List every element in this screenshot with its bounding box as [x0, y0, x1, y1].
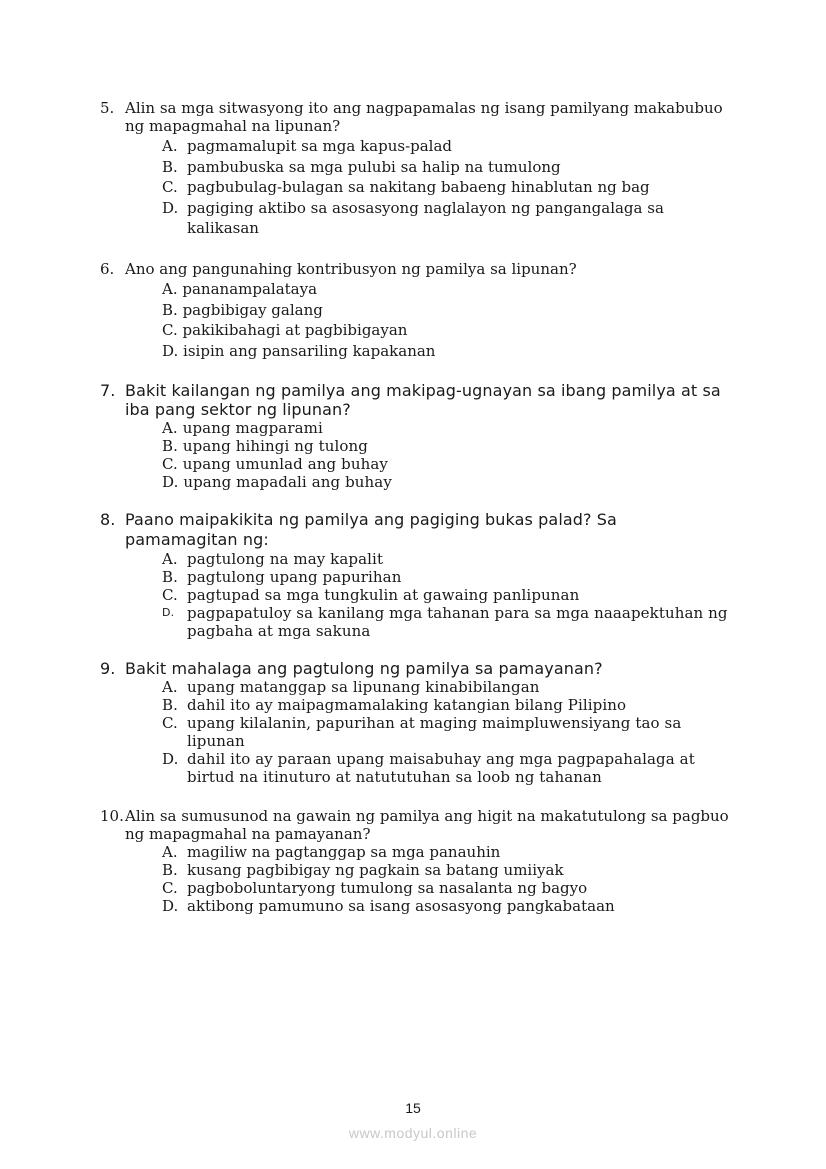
option-c [162, 177, 730, 198]
question-8-options [162, 550, 730, 640]
option-letter: A. [162, 137, 178, 155]
option-text: pananampalataya [182, 280, 318, 298]
option-a [162, 550, 730, 568]
question-6-stem [100, 260, 730, 278]
question-8-stem [100, 510, 730, 550]
option-text: pagiging aktibo sa asosasyong naglalayon ng pangangalaga sa kalikasan [187, 198, 664, 237]
option-text: pambubuska sa mga pulubi sa halip na tumulong [187, 157, 561, 176]
watermark: www.modyul.online [348, 1125, 478, 1141]
option-c [162, 455, 730, 473]
option-text: pakikibahagi at pagbibigayan [182, 321, 408, 339]
option-letter: B. [162, 696, 178, 714]
question-10 [100, 807, 730, 915]
option-d [162, 341, 730, 362]
option-c [162, 320, 730, 341]
option-d [162, 750, 730, 786]
option-b [162, 437, 730, 455]
option-text: pagboboluntaryong tumulong sa nasalanta ng bagyo [187, 879, 588, 897]
option-letter: B. [162, 568, 178, 586]
option-letter: A. [162, 843, 178, 861]
option-letter: D. [162, 473, 179, 491]
option-text: pagtulong upang papurihan [187, 568, 402, 586]
option-text: upang mapadali ang buhay [183, 473, 392, 491]
option-letter: D. [162, 897, 179, 915]
option-letter: C. [162, 586, 178, 604]
option-b [162, 157, 730, 178]
question-6 [100, 260, 730, 361]
option-b [162, 696, 730, 714]
option-c [162, 879, 730, 897]
question-5-stem [100, 99, 730, 135]
option-text: pagbibigay galang [182, 300, 323, 319]
question-7-options [162, 419, 730, 491]
question-number: 10. [100, 807, 124, 825]
option-text: dahil ito ay maipagmamalaking katangian bilang Pilipino [187, 696, 627, 714]
option-letter: D. [162, 606, 175, 619]
option-a [162, 843, 730, 861]
question-text: Alin sa mga sitwasyong ito ang nagpapamalas ng isang pamilyang makabubuo ng mapagmahal na lipunan? [125, 99, 723, 135]
question-number: 9. [100, 659, 116, 678]
option-text: pagpapatuloy sa kanilang mga tahanan para sa mga naaapektuhan ng pagbaha at mga sakuna [187, 604, 728, 640]
option-text: upang kilalanin, papurihan at maging maimpluwensiyang tao sa lipunan [187, 714, 682, 750]
option-b [162, 300, 730, 321]
option-text: upang umunlad ang buhay [182, 455, 388, 473]
option-letter: D. [162, 341, 179, 360]
option-letter: B. [162, 300, 178, 319]
option-letter: C. [162, 714, 178, 732]
option-c [162, 714, 730, 750]
question-text: Paano maipakikita ng pamilya ang pagiging bukas palad? Sa pamamagitan ng: [125, 510, 617, 549]
option-d [162, 897, 730, 915]
option-a [162, 279, 730, 300]
question-number: 5. [100, 99, 115, 117]
option-text: upang matanggap sa lipunang kinabibilangan [187, 678, 540, 696]
option-b [162, 861, 730, 879]
question-text: Ano ang pangunahing kontribusyon ng pamilya sa lipunan? [125, 260, 577, 278]
option-text: upang magparami [182, 419, 323, 437]
question-text: Bakit kailangan ng pamilya ang makipag-ugnayan sa ibang pamilya at sa iba pang sektor ng lipunan? [125, 381, 721, 419]
question-9 [100, 659, 730, 786]
option-text: isipin ang pansariling kapakanan [183, 341, 436, 360]
option-text: pagmamalupit sa mga kapus-palad [187, 137, 453, 155]
option-b [162, 568, 730, 586]
option-letter: A. [162, 280, 178, 298]
option-a [162, 136, 730, 157]
question-number: 6. [100, 260, 115, 278]
option-letter: A. [162, 550, 178, 568]
question-8 [100, 510, 730, 640]
question-5 [100, 99, 730, 239]
option-letter: A. [162, 678, 178, 696]
question-number: 8. [100, 510, 116, 529]
option-c [162, 586, 730, 604]
option-letter: C. [162, 178, 178, 196]
option-text: kusang pagbibigay ng pagkain sa batang umiiyak [187, 861, 564, 879]
option-text: dahil ito ay paraan upang maisabuhay ang mga pagpapahalaga at birtud na itinuturo at natututuhan sa loob ng tahanan [187, 750, 695, 786]
question-text: Bakit mahalaga ang pagtulong ng pamilya sa pamayanan? [125, 659, 603, 678]
option-text: aktibong pamumuno sa isang asosasyong pangkabataan [187, 897, 615, 915]
question-5-options [162, 136, 730, 239]
option-a [162, 678, 730, 696]
question-7 [100, 381, 730, 491]
question-7-stem [100, 381, 730, 419]
option-letter: B. [162, 157, 178, 176]
question-9-options [162, 678, 730, 786]
option-letter: D. [162, 750, 179, 768]
option-letter: D. [162, 198, 179, 217]
option-text: upang hihingi ng tulong [182, 437, 368, 455]
option-letter: C. [162, 879, 178, 897]
option-text: magiliw na pagtanggap sa mga panauhin [187, 843, 501, 861]
option-letter: A. [162, 419, 178, 437]
question-9-stem [100, 659, 730, 678]
option-d [162, 198, 730, 239]
question-10-options [162, 843, 730, 915]
option-a [162, 419, 730, 437]
question-10-stem [100, 807, 730, 843]
question-6-options [162, 279, 730, 361]
option-letter: C. [162, 455, 178, 473]
option-d [162, 604, 730, 640]
option-d [162, 473, 730, 491]
question-text: Alin sa sumusunod na gawain ng pamilya ang higit na makatutulong sa pagbuo ng mapagmahal na pamayanan? [125, 807, 729, 843]
question-number: 7. [100, 381, 116, 400]
option-letter: B. [162, 437, 178, 455]
option-letter: C. [162, 321, 178, 339]
option-text: pagbubulag-bulagan sa nakitang babaeng hinablutan ng bag [187, 178, 650, 196]
option-text: pagtulong na may kapalit [187, 550, 384, 568]
option-text: pagtupad sa mga tungkulin at gawaing panlipunan [187, 586, 580, 604]
page-number: 15 [405, 1100, 421, 1116]
option-letter: B. [162, 861, 178, 879]
